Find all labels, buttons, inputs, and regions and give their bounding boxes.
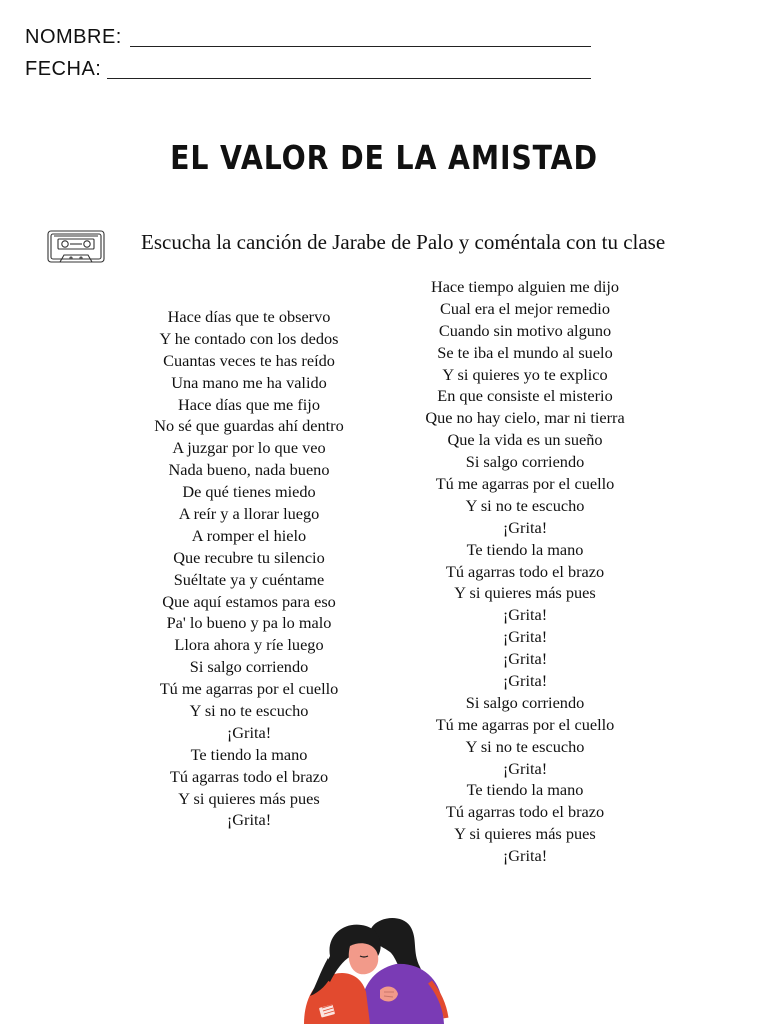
lyric-line: A reír y a llorar luego <box>178 504 320 524</box>
lyric-line: Pa' lo bueno y pa lo malo <box>166 613 332 633</box>
lyric-line: ¡Grita! <box>502 846 548 866</box>
lyric-line: ¡Grita! <box>502 605 548 625</box>
lyric-line: Si salgo corriendo <box>465 692 585 712</box>
lyric-line: Hace días que me fijo <box>178 394 320 414</box>
fecha-input-line[interactable] <box>107 78 591 79</box>
lyric-line: Que aquí estamos para eso <box>162 591 336 611</box>
lyric-line: Tú me agarras por el cuello <box>435 714 615 734</box>
nombre-label: NOMBRE: <box>25 26 122 48</box>
lyric-line: Que no hay cielo, mar ni tierra <box>425 408 625 428</box>
lyric-line: Tú agarras todo el brazo <box>445 802 605 822</box>
lyric-line: Cuando sin motivo alguno <box>438 320 612 340</box>
lyric-line: Si salgo corriendo <box>465 452 585 472</box>
lyric-line: En que consiste el misterio <box>437 386 613 406</box>
lyric-line: A juzgar por lo que veo <box>172 438 326 458</box>
lyric-line: ¡Grita! <box>226 810 272 830</box>
lyric-line: Y si no te escucho <box>465 736 585 756</box>
lyric-line: Tú me agarras por el cuello <box>159 679 339 699</box>
lyric-line: Tú agarras todo el brazo <box>445 561 605 581</box>
lyric-line: A romper el hielo <box>191 525 307 545</box>
lyric-line: Y si no te escucho <box>189 701 309 721</box>
lyrics-column-left <box>136 306 362 831</box>
lyric-line: Y si quieres más pues <box>454 824 596 844</box>
lyric-line: ¡Grita! <box>226 722 272 742</box>
fecha-label: FECHA: <box>25 58 102 80</box>
lyric-line: ¡Grita! <box>502 758 548 778</box>
lyric-line: Si salgo corriendo <box>189 657 309 677</box>
lyric-line: Cual era el mejor remedio <box>440 298 610 318</box>
lyric-line: Suéltate ya y cuéntame <box>173 569 325 589</box>
lyric-line: Hace días que te observo <box>167 307 331 326</box>
lyric-line: Y si quieres más pues <box>178 788 320 808</box>
lyric-line: ¡Grita! <box>502 649 548 669</box>
lyric-line: Tú me agarras por el cuello <box>435 474 615 494</box>
lyric-line: Llora ahora y ríe luego <box>174 635 324 655</box>
lyric-line: Nada bueno, nada bueno <box>168 460 330 480</box>
lyric-line: ¡Grita! <box>502 517 548 537</box>
lyric-line: Y si quieres yo te explico <box>442 364 608 384</box>
lyric-line: Te tiendo la mano <box>190 744 308 764</box>
lyric-line: Te tiendo la mano <box>466 780 584 800</box>
lyric-line: Y si quieres más pues <box>454 583 596 603</box>
lyric-line: Y si no te escucho <box>465 495 585 515</box>
lyric-line: Y he contado con los dedos <box>159 328 339 348</box>
lyric-line: De qué tienes miedo <box>182 482 316 502</box>
cassette-tape-icon <box>46 228 108 266</box>
instruction-text: Escucha la canción de Jarabe de Palo y coméntala con tu clase <box>141 230 666 254</box>
lyric-line: No sé que guardas ahí dentro <box>154 416 344 436</box>
lyric-line: Tú agarras todo el brazo <box>169 766 329 786</box>
lyric-line: ¡Grita! <box>502 671 548 691</box>
lyric-line: Cuantas veces te has reído <box>163 350 335 370</box>
lyric-line: Una mano me ha valido <box>171 372 327 392</box>
lyric-line: Te tiendo la mano <box>466 539 584 559</box>
lyric-line: Se te iba el mundo al suelo <box>437 342 613 362</box>
lyric-line: Que recubre tu silencio <box>173 547 325 567</box>
lyric-line: ¡Grita! <box>502 627 548 647</box>
lyric-line: Que la vida es un sueño <box>447 430 603 450</box>
lyric-line: Hace tiempo alguien me dijo <box>430 277 620 296</box>
lyrics-column-right <box>405 276 645 867</box>
nombre-input-line[interactable] <box>130 46 591 47</box>
friends-hugging-illustration <box>300 912 450 1024</box>
page-title: EL VALOR DE LA AMISTAD <box>170 138 598 177</box>
